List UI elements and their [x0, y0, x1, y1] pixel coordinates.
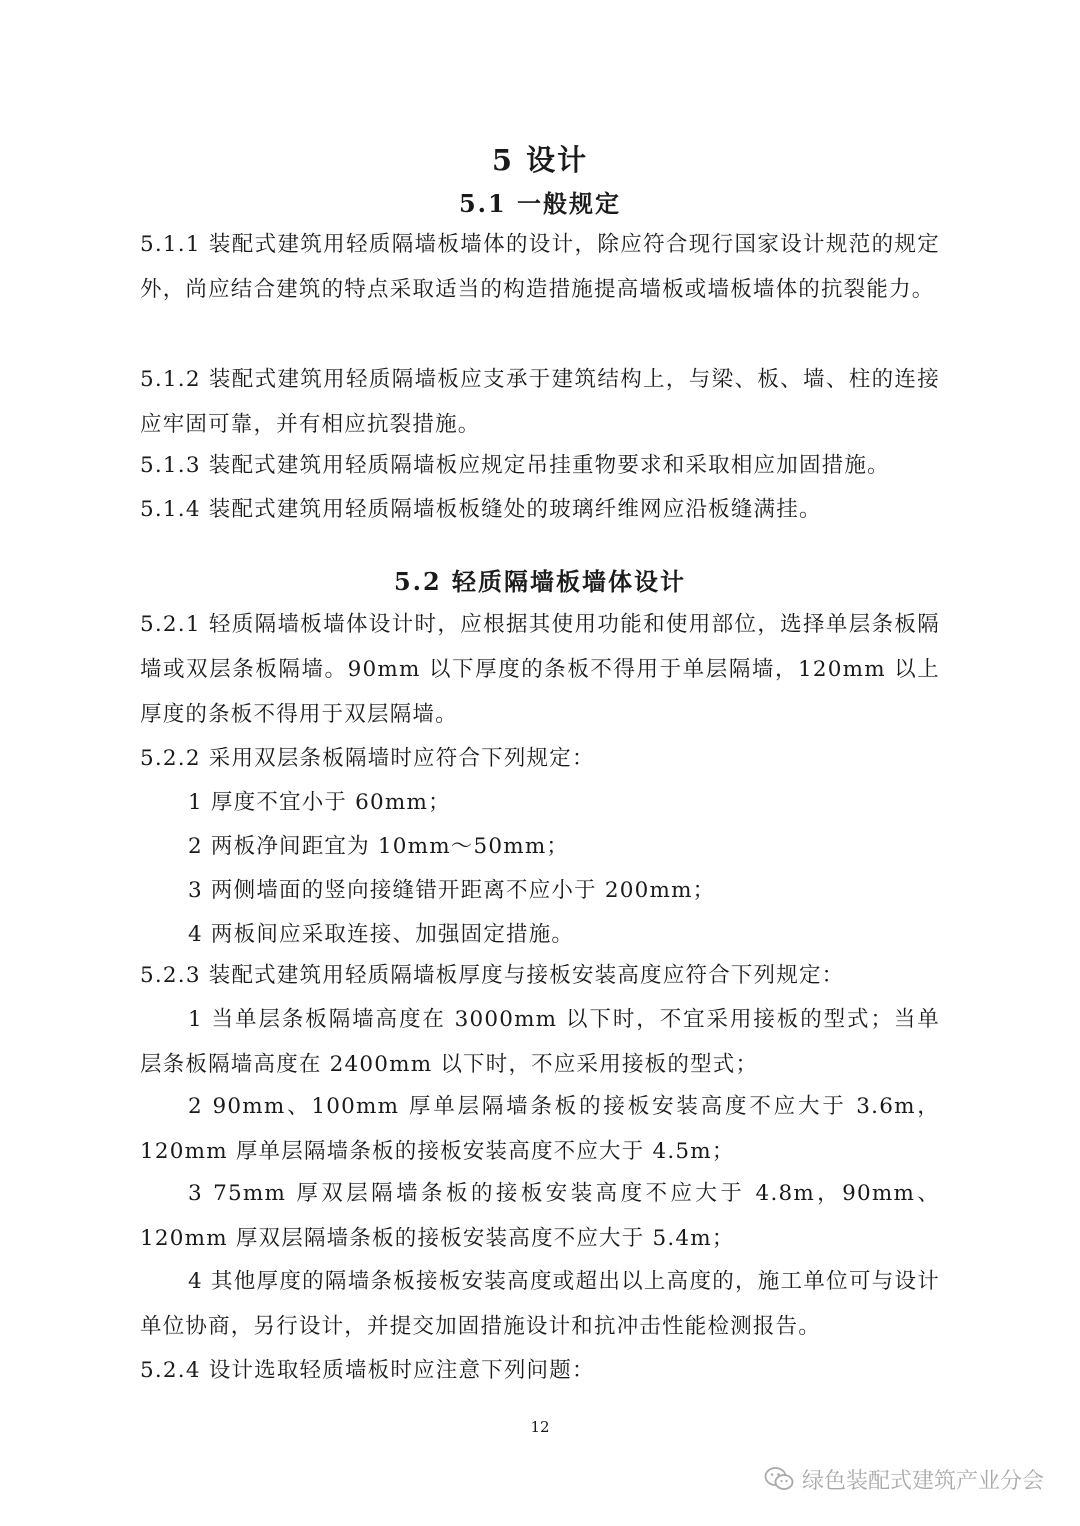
clause-5-2-2-item: 1 厚度不宜小于 60mm； [188, 790, 451, 815]
clause-5-2-3-item: 2 90mm、100mm 厚单层隔墙条板的接板安装高度不应大于 3.6m，120mm 厚单层隔墙条板的接板安装高度不应大于 4.5m； [140, 1094, 940, 1164]
clause-5-2-4: 5.2.4 设计选取轻质墙板时应注意下列问题： [140, 1358, 595, 1383]
watermark-text: 绿色装配式建筑产业分会 [801, 1468, 1044, 1494]
clause-5-2-2-item: 4 两板间应采取连接、加强固定措施。 [188, 922, 575, 947]
chapter-title: 5 设计 [491, 143, 589, 177]
watermark [764, 1462, 1044, 1496]
page-number: 12 [530, 1418, 550, 1436]
clause-5-2-2-heading: 5.2.2 采用双层条板隔墙时应符合下列规定： [140, 746, 595, 771]
clause-5-1-3: 5.1.3 装配式建筑用轻质隔墙板应规定吊挂重物要求和采取相应加固措施。 [140, 453, 890, 478]
section-title-5-1: 5.1 一般规定 [458, 189, 622, 218]
clause-5-2-1: 5.2.1 轻质隔墙板墙体设计时，应根据其使用功能和使用部位，选择单层条板隔墙或双层条板隔墙。90mm 以下厚度的条板不得用于单层隔墙，120mm 以上厚度的条板不得用于双层隔墙。 [140, 612, 940, 727]
clause-5-1-1: 5.1.1 装配式建筑用轻质隔墙板墙体的设计，除应符合现行国家设计规范的规定外，尚应结合建筑的特点采取适当的构造措施提高墙板或墙板墙体的抗裂能力。 [140, 232, 940, 302]
clause-5-2-3-item: 3 75mm 厚双层隔墙条板的接板安装高度不应大于 4.8m，90mm、120mm 厚双层隔墙条板的接板安装高度不应大于 5.4m； [140, 1181, 940, 1251]
clause-5-2-3-item: 4 其他厚度的隔墙条板接板安装高度或超出以上高度的，施工单位可与设计单位协商，另行设计，并提交加固措施设计和抗冲击性能检测报告。 [140, 1269, 940, 1339]
clause-5-2-3-heading: 5.2.3 装配式建筑用轻质隔墙板厚度与接板安装高度应符合下列规定： [140, 963, 845, 988]
clause-5-2-2-item: 2 两板净间距宜为 10mm～50mm； [188, 834, 570, 859]
section-title-5-2: 5.2 轻质隔墙板墙体设计 [393, 567, 687, 596]
clause-5-1-4: 5.1.4 装配式建筑用轻质隔墙板板缝处的玻璃纤维网应沿板缝满挂。 [140, 497, 822, 522]
clause-5-1-2: 5.1.2 装配式建筑用轻质隔墙板应支承于建筑结构上，与梁、板、墙、柱的连接应牢固可靠，并有相应抗裂措施。 [140, 367, 940, 437]
wechat-icon [764, 1466, 794, 1492]
clause-5-2-3-item: 1 当单层条板隔墙高度在 3000mm 以下时，不宜采用接板的型式；当单层条板隔墙高度在 2400mm 以下时，不应采用接板的型式； [140, 1007, 940, 1077]
clause-5-2-2-item: 3 两侧墙面的竖向接缝错开距离不应小于 200mm； [188, 878, 716, 903]
